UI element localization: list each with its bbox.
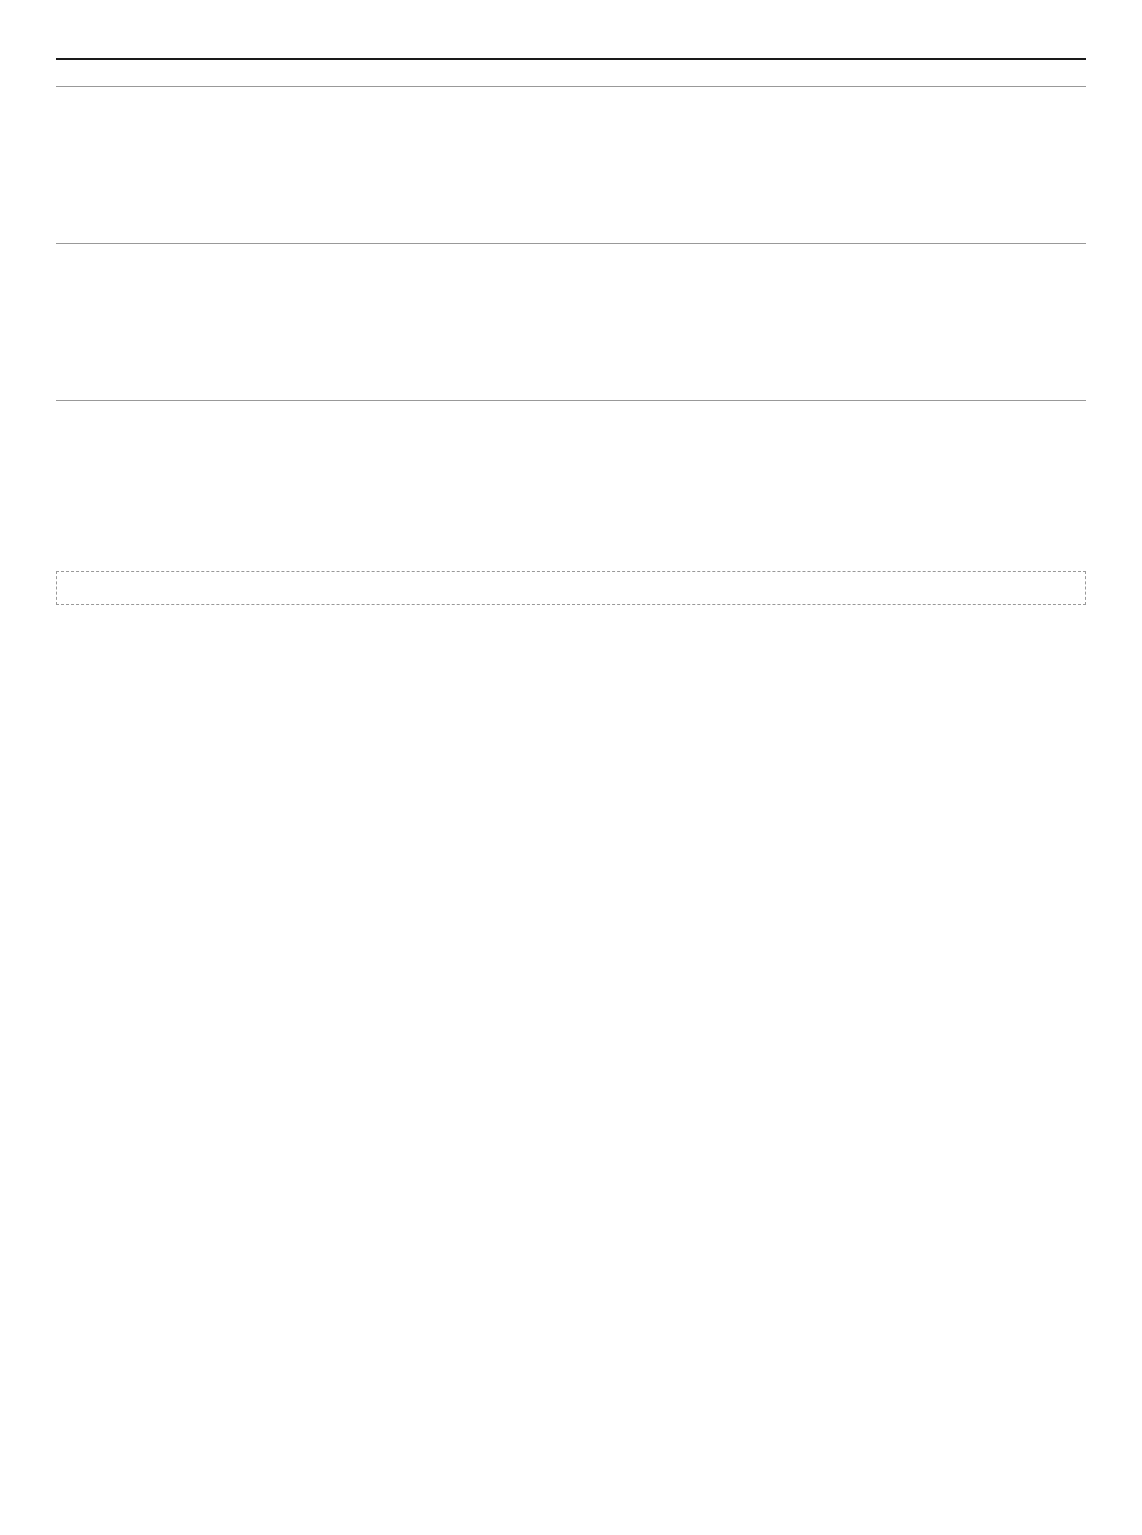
section-third-title [56, 396, 1086, 401]
masthead [56, 48, 1086, 60]
section-second-body [56, 254, 1086, 374]
section-third-body [56, 411, 1086, 531]
section-second-title [56, 239, 1086, 244]
placeholder-note [56, 571, 1086, 605]
section-first-body [56, 97, 1086, 217]
section-first-title [56, 82, 1086, 87]
section-third [56, 396, 1086, 531]
section-first [56, 82, 1086, 217]
section-second [56, 239, 1086, 374]
